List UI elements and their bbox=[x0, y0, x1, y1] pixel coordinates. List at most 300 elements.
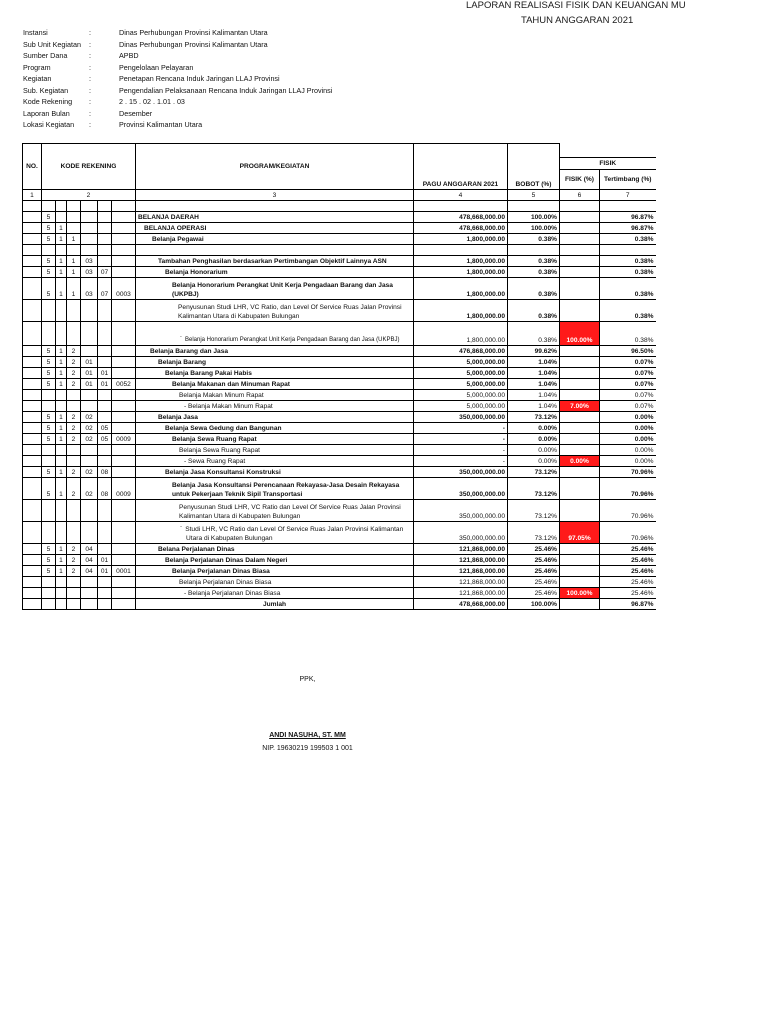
kode-segment bbox=[81, 300, 98, 322]
row-fisik bbox=[560, 245, 600, 256]
kode-segment bbox=[112, 544, 136, 555]
tick-mark: ` bbox=[180, 525, 183, 533]
kode-segment bbox=[67, 577, 81, 588]
row-fisik bbox=[560, 357, 600, 368]
row-no bbox=[23, 267, 42, 278]
kode-segment bbox=[81, 456, 98, 467]
meta-colon: : bbox=[89, 97, 91, 106]
row-bobot: 1.04% bbox=[508, 401, 560, 412]
kode-segment bbox=[42, 201, 56, 212]
kode-segment bbox=[98, 357, 112, 368]
kode-segment bbox=[112, 234, 136, 245]
row-program-name bbox=[136, 379, 414, 390]
kode-segment: 5 bbox=[42, 346, 56, 357]
kode-segment bbox=[112, 423, 136, 434]
row-pagu: 1,800,000.00 bbox=[414, 256, 508, 267]
meta-value: APBD bbox=[119, 51, 139, 60]
kode-segment: 08 bbox=[98, 467, 112, 478]
kode-segment: 5 bbox=[42, 357, 56, 368]
row-no bbox=[23, 588, 42, 599]
row-tertimbang: 0.00% bbox=[600, 412, 656, 423]
kode-segment: 5 bbox=[42, 423, 56, 434]
row-no bbox=[23, 412, 42, 423]
table-row bbox=[23, 412, 656, 423]
row-tertimbang: 0.38% bbox=[600, 267, 656, 278]
row-program-name bbox=[136, 456, 414, 467]
meta-colon: : bbox=[89, 39, 91, 49]
kode-segment bbox=[112, 588, 136, 599]
kode-segment: 2 bbox=[67, 434, 81, 445]
kode-segment bbox=[81, 223, 98, 234]
kode-segment bbox=[67, 401, 81, 412]
row-pagu: 478,668,000.00 bbox=[414, 212, 508, 223]
kode-segment: 01 bbox=[81, 357, 98, 368]
kode-segment: 2 bbox=[67, 566, 81, 577]
kode-segment bbox=[112, 401, 136, 412]
row-program-name bbox=[136, 555, 414, 566]
row-program-name bbox=[136, 401, 414, 412]
row-bobot: 73.12% bbox=[508, 412, 560, 423]
meta-value: Dinas Perhubungan Provinsi Kalimantan Utara bbox=[119, 39, 268, 49]
kode-segment bbox=[81, 245, 98, 256]
row-program-text: Belanja Honorarium bbox=[165, 268, 228, 276]
row-tertimbang: 25.46% bbox=[600, 577, 656, 588]
kode-segment bbox=[112, 390, 136, 401]
total-empty-cell bbox=[23, 599, 42, 610]
kode-segment bbox=[112, 201, 136, 212]
kode-segment bbox=[81, 500, 98, 522]
row-pagu: 350,000,000.00 bbox=[414, 467, 508, 478]
column-number: 7 bbox=[600, 190, 656, 201]
row-tertimbang: 0.38% bbox=[600, 256, 656, 267]
row-fisik bbox=[560, 256, 600, 267]
meta-row bbox=[23, 85, 332, 97]
row-pagu: 350,000,000.00 bbox=[414, 522, 508, 544]
row-tertimbang: 25.46% bbox=[600, 566, 656, 577]
kode-segment bbox=[42, 456, 56, 467]
row-no bbox=[23, 368, 42, 379]
table-row bbox=[23, 577, 656, 588]
row-program-text: BELANJA OPERASI bbox=[144, 224, 207, 232]
kode-segment: 2 bbox=[67, 379, 81, 390]
row-pagu: 5,000,000.00 bbox=[414, 357, 508, 368]
row-pagu: - bbox=[414, 456, 508, 467]
report-title-line2: TAHUN ANGGARAN 2021 bbox=[521, 15, 634, 26]
row-program-text: Belanja Jasa Konsultansi Perencanaan Rekayasa-Jasa Desain Rekayasa untuk Pekerjaan Teknik Sipil Transportasi bbox=[172, 481, 400, 498]
meta-value: Provinsi Kalimantan Utara bbox=[119, 120, 203, 129]
kode-segment: 05 bbox=[98, 423, 112, 434]
kode-segment bbox=[81, 390, 98, 401]
kode-segment bbox=[56, 588, 67, 599]
row-pagu: 5,000,000.00 bbox=[414, 368, 508, 379]
row-fisik bbox=[560, 434, 600, 445]
kode-segment bbox=[98, 401, 112, 412]
kode-segment bbox=[42, 322, 56, 346]
meta-colon: : bbox=[89, 51, 91, 60]
row-program-name bbox=[136, 390, 414, 401]
row-program-name bbox=[136, 544, 414, 555]
kode-segment: 01 bbox=[81, 379, 98, 390]
table-row bbox=[23, 500, 656, 522]
row-no bbox=[23, 256, 42, 267]
row-fisik bbox=[560, 412, 600, 423]
row-no bbox=[23, 300, 42, 322]
row-bobot: 0.38% bbox=[508, 234, 560, 245]
kode-segment bbox=[67, 245, 81, 256]
meta-value: Dinas Perhubungan Provinsi Kalimantan Utara bbox=[119, 28, 268, 37]
kode-segment bbox=[98, 256, 112, 267]
row-bobot: 0.38% bbox=[508, 300, 560, 322]
table-row bbox=[23, 223, 656, 234]
row-tertimbang: 70.96% bbox=[600, 478, 656, 500]
row-bobot: 0.38% bbox=[508, 278, 560, 300]
kode-segment bbox=[98, 522, 112, 544]
row-fisik: 100.00% bbox=[560, 588, 600, 599]
kode-segment bbox=[67, 445, 81, 456]
kode-segment bbox=[112, 412, 136, 423]
total-empty-cell bbox=[98, 599, 112, 610]
table-row bbox=[23, 423, 656, 434]
kode-segment bbox=[112, 357, 136, 368]
table-row bbox=[23, 566, 656, 577]
row-program-name bbox=[136, 322, 414, 346]
kode-segment bbox=[112, 245, 136, 256]
row-bobot: 25.46% bbox=[508, 577, 560, 588]
meta-label: Instansi bbox=[23, 28, 48, 37]
row-tertimbang bbox=[600, 245, 656, 256]
kode-segment: 1 bbox=[56, 555, 67, 566]
row-bobot: 0.38% bbox=[508, 267, 560, 278]
row-pagu: 121,868,000.00 bbox=[414, 577, 508, 588]
kode-segment: 07 bbox=[98, 278, 112, 300]
meta-row bbox=[23, 119, 332, 131]
row-tertimbang: 0.00% bbox=[600, 423, 656, 434]
kode-segment: 1 bbox=[56, 544, 67, 555]
kode-segment: 1 bbox=[56, 434, 67, 445]
meta-label: Sumber Dana bbox=[23, 51, 68, 60]
row-fisik bbox=[560, 445, 600, 456]
row-no bbox=[23, 234, 42, 245]
kode-segment bbox=[112, 223, 136, 234]
kode-segment: 5 bbox=[42, 566, 56, 577]
signature-role: PPK, bbox=[299, 676, 316, 683]
kode-segment: 1 bbox=[56, 223, 67, 234]
header-kode-rekening: KODE REKENING bbox=[42, 144, 136, 190]
row-pagu: - bbox=[414, 434, 508, 445]
row-bobot: 0.00% bbox=[508, 456, 560, 467]
kode-segment: 01 bbox=[81, 368, 98, 379]
row-pagu: 1,800,000.00 bbox=[414, 322, 508, 346]
row-no bbox=[23, 577, 42, 588]
table-row bbox=[23, 234, 656, 245]
row-program-name bbox=[136, 467, 414, 478]
row-program-text: Belanja Sewa Ruang Rapat bbox=[179, 446, 261, 454]
kode-segment: 0009 bbox=[112, 478, 136, 500]
kode-segment: 5 bbox=[42, 278, 56, 300]
meta-label: Kode Rekening bbox=[23, 97, 73, 106]
kode-segment bbox=[67, 201, 81, 212]
meta-row bbox=[23, 96, 332, 108]
kode-segment bbox=[112, 467, 136, 478]
table-row bbox=[23, 390, 656, 401]
row-tertimbang: 0.38% bbox=[600, 300, 656, 322]
row-no bbox=[23, 201, 42, 212]
kode-segment bbox=[81, 212, 98, 223]
kode-segment: 1 bbox=[56, 566, 67, 577]
total-label: Jumlah bbox=[136, 599, 414, 610]
meta-label: Kegiatan bbox=[23, 74, 52, 83]
kode-segment: 02 bbox=[81, 423, 98, 434]
row-program-text: Belanja Barang Pakai Habis bbox=[165, 369, 252, 377]
kode-segment: 0003 bbox=[112, 278, 136, 300]
kode-segment: 5 bbox=[42, 223, 56, 234]
meta-label: Program bbox=[23, 62, 51, 72]
row-program-name bbox=[136, 423, 414, 434]
kode-segment bbox=[112, 522, 136, 544]
kode-segment: 5 bbox=[42, 267, 56, 278]
row-pagu: 1,800,000.00 bbox=[414, 234, 508, 245]
header-tertimbang: Tertimbang (%) bbox=[600, 170, 656, 190]
kode-segment: 03 bbox=[81, 278, 98, 300]
table-row bbox=[23, 267, 656, 278]
kode-segment bbox=[98, 300, 112, 322]
kode-segment: 1 bbox=[56, 256, 67, 267]
row-program-text: Belana Perjalanan Dinas bbox=[158, 545, 235, 553]
row-fisik bbox=[560, 300, 600, 322]
header-fisik: FISIK (%) bbox=[560, 170, 600, 190]
total-tertimbang: 96.87% bbox=[600, 599, 656, 610]
meta-value: Pengelolaan Pelayaran bbox=[119, 62, 194, 72]
row-no bbox=[23, 322, 42, 346]
row-program-name bbox=[136, 566, 414, 577]
kode-segment bbox=[81, 522, 98, 544]
kode-segment: 1 bbox=[67, 234, 81, 245]
kode-segment: 5 bbox=[42, 434, 56, 445]
table-row bbox=[23, 434, 656, 445]
row-tertimbang bbox=[600, 201, 656, 212]
row-program-name bbox=[136, 434, 414, 445]
row-fisik bbox=[560, 390, 600, 401]
row-program-name bbox=[136, 300, 414, 322]
row-no bbox=[23, 478, 42, 500]
kode-segment: 1 bbox=[56, 368, 67, 379]
row-pagu: 1,800,000.00 bbox=[414, 300, 508, 322]
row-program-name bbox=[136, 445, 414, 456]
signature-name: ANDI NASUHA, ST. MM bbox=[269, 732, 346, 739]
kode-segment: 5 bbox=[42, 555, 56, 566]
kode-segment: 1 bbox=[56, 267, 67, 278]
kode-segment bbox=[42, 445, 56, 456]
kode-segment bbox=[56, 500, 67, 522]
report-title-line1: LAPORAN REALISASI FISIK DAN KEUANGAN MU bbox=[466, 0, 686, 11]
row-no bbox=[23, 379, 42, 390]
kode-segment bbox=[56, 212, 67, 223]
row-bobot: 73.12% bbox=[508, 500, 560, 522]
row-no bbox=[23, 445, 42, 456]
kode-segment bbox=[81, 346, 98, 357]
kode-segment bbox=[98, 201, 112, 212]
table-row bbox=[23, 478, 656, 500]
row-pagu: 121,868,000.00 bbox=[414, 544, 508, 555]
kode-segment: 5 bbox=[42, 478, 56, 500]
kode-segment bbox=[56, 300, 67, 322]
kode-segment: 02 bbox=[81, 478, 98, 500]
row-program-name bbox=[136, 368, 414, 379]
meta-value: Pengendalian Pelaksanaan Rencana Induk Jaringan LLAJ Provinsi bbox=[119, 85, 333, 95]
meta-colon: : bbox=[89, 74, 91, 83]
meta-label: Sub Unit Kegiatan bbox=[23, 39, 81, 49]
kode-segment bbox=[81, 322, 98, 346]
kode-segment: 2 bbox=[67, 346, 81, 357]
row-no bbox=[23, 278, 42, 300]
kode-segment: 1 bbox=[56, 278, 67, 300]
row-fisik bbox=[560, 234, 600, 245]
report-metadata bbox=[23, 27, 332, 131]
kode-segment bbox=[112, 500, 136, 522]
table-row bbox=[23, 300, 656, 322]
kode-segment: 04 bbox=[81, 544, 98, 555]
row-bobot: 73.12% bbox=[508, 478, 560, 500]
kode-segment: 1 bbox=[56, 478, 67, 500]
kode-segment: 2 bbox=[67, 357, 81, 368]
row-program-name bbox=[136, 267, 414, 278]
table-row bbox=[23, 555, 656, 566]
kode-segment bbox=[42, 245, 56, 256]
row-program-text: Penyusunan Studi LHR, VC Ratio, dan Level Of Service Ruas Jalan Provinsi Kalimantan Utara di Kabupaten Bulungan bbox=[178, 303, 402, 320]
meta-label: Laporan Bulan bbox=[23, 108, 70, 118]
kode-segment bbox=[98, 223, 112, 234]
row-program-text: Belanja Perjalanan Dinas Biasa bbox=[179, 578, 272, 586]
row-pagu: 121,868,000.00 bbox=[414, 555, 508, 566]
kode-segment: 0052 bbox=[112, 379, 136, 390]
row-no bbox=[23, 401, 42, 412]
kode-segment bbox=[56, 456, 67, 467]
row-fisik bbox=[560, 278, 600, 300]
table-row bbox=[23, 256, 656, 267]
row-tertimbang: 70.96% bbox=[600, 500, 656, 522]
kode-segment bbox=[98, 322, 112, 346]
row-program-text: Belanja Pegawai bbox=[152, 235, 204, 243]
row-bobot: 100.00% bbox=[508, 212, 560, 223]
kode-segment bbox=[98, 234, 112, 245]
kode-segment: 5 bbox=[42, 212, 56, 223]
meta-row bbox=[23, 50, 332, 62]
kode-segment: 2 bbox=[67, 544, 81, 555]
kode-segment bbox=[56, 401, 67, 412]
row-program-text: Belanja Barang bbox=[158, 358, 207, 366]
kode-segment bbox=[67, 588, 81, 599]
kode-segment bbox=[112, 212, 136, 223]
kode-segment bbox=[98, 390, 112, 401]
row-fisik: 97.05% bbox=[560, 522, 600, 544]
kode-segment bbox=[98, 412, 112, 423]
kode-segment bbox=[42, 401, 56, 412]
kode-segment bbox=[42, 500, 56, 522]
kode-segment bbox=[98, 212, 112, 223]
row-program-name bbox=[136, 588, 414, 599]
table-row bbox=[23, 245, 656, 256]
row-fisik: 7.00% bbox=[560, 401, 600, 412]
row-bobot: 0.00% bbox=[508, 445, 560, 456]
kode-segment bbox=[112, 267, 136, 278]
kode-segment: 07 bbox=[98, 267, 112, 278]
table-row bbox=[23, 445, 656, 456]
row-tertimbang: 0.07% bbox=[600, 401, 656, 412]
kode-segment bbox=[56, 201, 67, 212]
row-tertimbang: 0.00% bbox=[600, 456, 656, 467]
row-bobot bbox=[508, 245, 560, 256]
row-fisik bbox=[560, 544, 600, 555]
row-program-text: Belanja Sewa Ruang Rapat bbox=[172, 435, 257, 443]
table-row bbox=[23, 201, 656, 212]
row-no bbox=[23, 423, 42, 434]
row-bobot: 25.46% bbox=[508, 544, 560, 555]
kode-segment: 04 bbox=[81, 555, 98, 566]
row-fisik bbox=[560, 467, 600, 478]
kode-segment: 5 bbox=[42, 379, 56, 390]
table-row bbox=[23, 322, 656, 346]
total-fisik bbox=[560, 599, 600, 610]
kode-segment bbox=[81, 234, 98, 245]
header-spacer bbox=[560, 144, 656, 158]
row-program-text: Belanja Makanan dan Minuman Rapat bbox=[172, 380, 290, 388]
meta-colon: : bbox=[89, 28, 91, 37]
meta-row bbox=[23, 39, 332, 51]
kode-segment: 01 bbox=[98, 379, 112, 390]
row-program-name bbox=[136, 256, 414, 267]
row-tertimbang: 70.96% bbox=[600, 522, 656, 544]
row-program-name bbox=[136, 278, 414, 300]
row-program-name bbox=[136, 500, 414, 522]
row-fisik bbox=[560, 555, 600, 566]
total-bobot: 100.00% bbox=[508, 599, 560, 610]
row-pagu bbox=[414, 201, 508, 212]
kode-segment: 1 bbox=[56, 234, 67, 245]
row-fisik bbox=[560, 267, 600, 278]
meta-value: Desember bbox=[119, 108, 153, 118]
kode-segment bbox=[98, 445, 112, 456]
kode-segment bbox=[42, 522, 56, 544]
row-fisik bbox=[560, 223, 600, 234]
row-bobot: 0.00% bbox=[508, 434, 560, 445]
table-row bbox=[23, 212, 656, 223]
row-bobot: 25.46% bbox=[508, 588, 560, 599]
row-pagu: 350,000,000.00 bbox=[414, 500, 508, 522]
row-program-text: Belanja Sewa Gedung dan Bangunan bbox=[165, 424, 282, 432]
table-row bbox=[23, 588, 656, 599]
kode-segment: 1 bbox=[56, 379, 67, 390]
kode-segment bbox=[42, 588, 56, 599]
kode-segment bbox=[98, 346, 112, 357]
row-pagu: - bbox=[414, 423, 508, 434]
row-no bbox=[23, 245, 42, 256]
row-tertimbang: 25.46% bbox=[600, 555, 656, 566]
table-row bbox=[23, 401, 656, 412]
row-program-name bbox=[136, 212, 414, 223]
kode-segment bbox=[67, 212, 81, 223]
kode-segment bbox=[42, 300, 56, 322]
table-row bbox=[23, 368, 656, 379]
row-tertimbang: 25.46% bbox=[600, 544, 656, 555]
meta-row bbox=[23, 73, 332, 85]
realization-table bbox=[22, 143, 656, 610]
table-row bbox=[23, 544, 656, 555]
kode-segment bbox=[112, 577, 136, 588]
row-no bbox=[23, 555, 42, 566]
kode-segment: 5 bbox=[42, 368, 56, 379]
header-program-kegiatan: PROGRAM/KEGIATAN bbox=[136, 144, 414, 190]
kode-segment bbox=[56, 577, 67, 588]
